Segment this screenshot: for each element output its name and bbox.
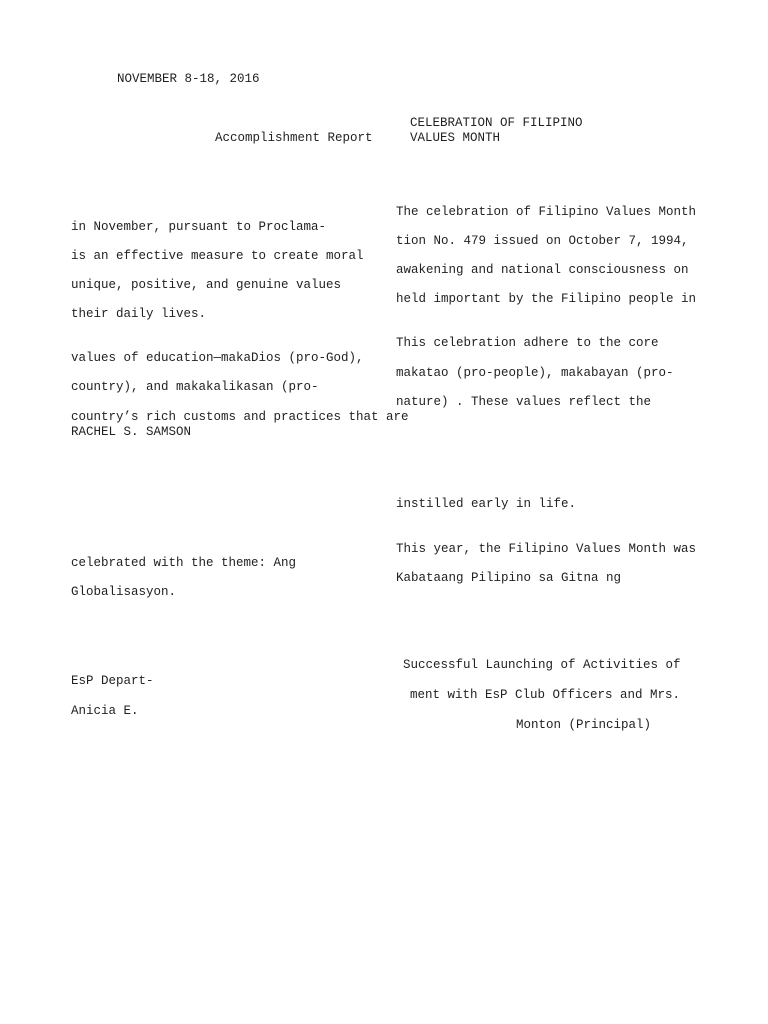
- left-p1-line-1: in November, pursuant to Proclama-: [71, 220, 327, 234]
- left-p1-line-4: their daily lives.: [71, 307, 207, 321]
- title-line-1: CELEBRATION OF FILIPINO: [410, 116, 583, 130]
- left-p4-line-1: EsP Depart-: [71, 674, 154, 688]
- title-line-2: VALUES MONTH: [410, 131, 501, 145]
- right-p2-line-4: instilled early in life.: [396, 497, 577, 511]
- right-p2-line-3: nature) . These values reflect the: [396, 395, 652, 409]
- report-label: Accomplishment Report: [215, 131, 373, 145]
- left-p2-line-3: country’s rich customs and practices that are: [71, 410, 409, 424]
- date-range: NOVEMBER 8-18, 2016: [117, 72, 260, 86]
- left-p1-line-3: unique, positive, and genuine values: [71, 278, 342, 292]
- left-p4-line-2: Anicia E.: [71, 704, 139, 718]
- right-p1-line-1: The celebration of Filipino Values Month: [396, 205, 697, 219]
- author-name: RACHEL S. SAMSON: [71, 425, 192, 439]
- caption-line-2: ment with EsP Club Officers and Mrs.: [410, 688, 681, 702]
- right-p2-line-1: This celebration adhere to the core: [396, 336, 659, 350]
- right-p2-line-2: makatao (pro-people), makabayan (pro-: [396, 366, 674, 380]
- left-p3-line-1: celebrated with the theme: Ang: [71, 556, 297, 570]
- caption-line-3: Monton (Principal): [516, 718, 652, 732]
- left-p2-line-1: values of education—makaDios (pro-God),: [71, 351, 364, 365]
- right-p3-line-1: This year, the Filipino Values Month was: [396, 542, 697, 556]
- left-p2-line-2: country), and makakalikasan (pro-: [71, 380, 319, 394]
- caption-line-1: Successful Launching of Activities of: [403, 658, 681, 672]
- right-p1-line-3: awakening and national consciousness on: [396, 263, 689, 277]
- left-p1-line-2: is an effective measure to create moral: [71, 249, 364, 263]
- right-p1-line-4: held important by the Filipino people in: [396, 292, 697, 306]
- left-p3-line-2: Globalisasyon.: [71, 585, 177, 599]
- right-p3-line-2: Kabataang Pilipino sa Gitna ng: [396, 571, 622, 585]
- right-p1-line-2: tion No. 479 issued on October 7, 1994,: [396, 234, 689, 248]
